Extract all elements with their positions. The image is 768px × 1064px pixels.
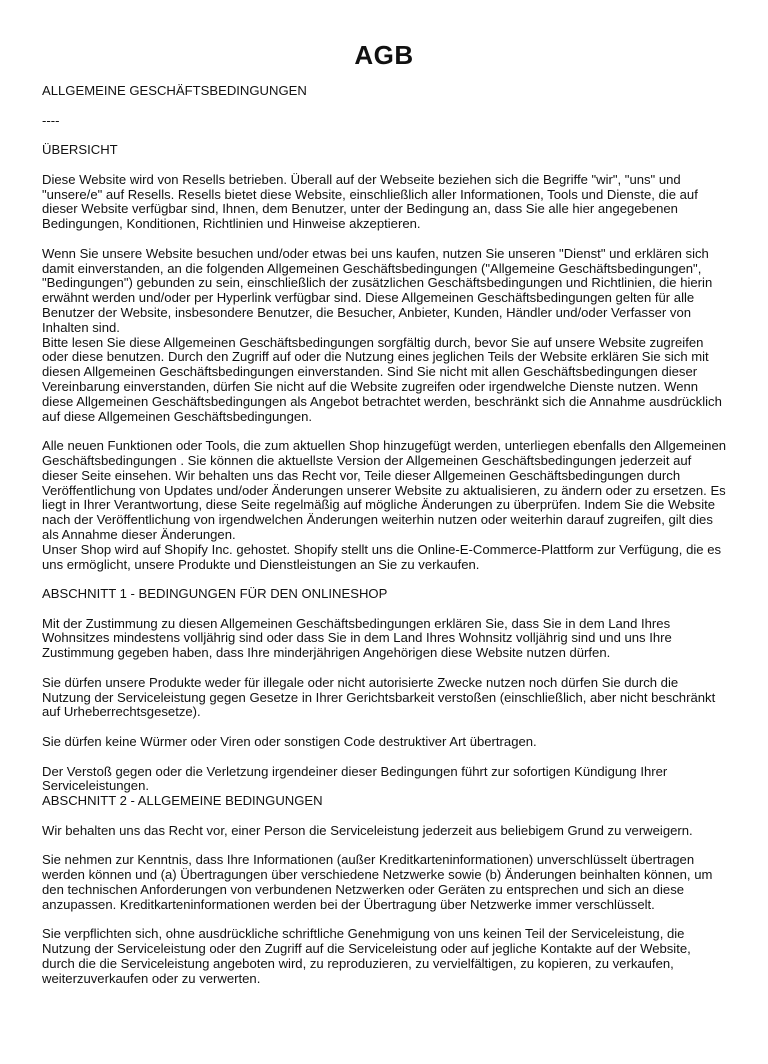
section-2-paragraph-1: Wir behalten uns das Recht vor, einer Person die Serviceleistung jederzeit aus beliebigem Grund zu verweigern.	[42, 822, 693, 838]
overview-paragraph-2: Wenn Sie unsere Website besuchen und/oder etwas bei uns kaufen, nutzen Sie unseren "Dienst" und erklären sich damit einverstanden, an die folgenden Allgemeinen Geschäftsbedingungen ("Allgemeine Geschäftsbedingungen", "Bedingungen") gebunden zu sein, einschließlich der zusätzlichen Geschäftsbedingungen und Richtlinien, die hierin erwähnt werden und/oder per Hyperlink verfügbar sind. Diese Allgemeinen Geschäftsbedingungen gelten für alle Benutzer der Website, insbesondere Benutzer, die Besucher, Anbieter, Kunden, Händler und/oder Verfasser von Inhalten sind.	[42, 245, 713, 335]
overview-paragraph-5: Unser Shop wird auf Shopify Inc. gehostet. Shopify stellt uns die Online-E-Commerce-Plattform zur Verfügung, die es uns ermöglicht, unsere Produkte und Dienstleistungen an Sie zu verkaufen.	[42, 541, 722, 572]
section-1-paragraph-3: Sie dürfen keine Würmer oder Viren oder sonstigen Code destruktiver Art übertragen.	[42, 734, 537, 750]
section-2-paragraph-2: Sie nehmen zur Kenntnis, dass Ihre Informationen (außer Kreditkarteninformationen) unverschlüsselt übertragen werden können und (a) Übertragungen über verschiedene Netzwerke sowie (b) Änderungen beinhalten können, um den technischen Anforderungen von verbundenen Netzwerken oder Geräten zu entsprechen und sich an diese anzupassen. Kreditkarteninformationen werden bei der Übertragung über Netzwerke immer verschlüsselt.	[42, 852, 713, 912]
section-2-paragraph-3: Sie verpflichten sich, ohne ausdrückliche schriftliche Genehmigung von uns keinen Teil der Serviceleistung, die Nutzung der Serviceleistung oder den Zugriff auf die Serviceleistung oder auf jegliche Kontakte auf der Website, durch die die Serviceleistung angeboten wird, zu reproduzieren, zu vervielfältigen, zu kopieren, zu verkaufen, weiterzuverkaufen oder zu verwerten.	[42, 926, 691, 986]
overview-paragraph-1: Diese Website wird von Resells betrieben. Überall auf der Webseite beziehen sich die Begriffe "wir", "uns" und "unsere/e" auf Resells. Resells bietet diese Website, einschließlich aller Informationen, Tools und Dienste, die auf dieser Website verfügbar sind, Ihnen, dem Benutzer, unter der Bedingung an, dass Sie alle hier angegebenen Bedingungen, Konditionen, Richtlinien und Hinweise akzeptieren.	[42, 171, 698, 232]
section-1-paragraph-4: Der Verstoß gegen oder die Verletzung irgendeiner dieser Bedingungen führt zur sofortigen Kündigung Ihrer Serviceleistungen.	[42, 763, 668, 794]
heading-general-terms: ALLGEMEINE GESCHÄFTSBEDINGUNGEN	[42, 83, 307, 98]
heading-section-2: ABSCHNITT 2 - ALLGEMEINE BEDINGUNGEN	[42, 793, 323, 809]
section-1-paragraph-2: Sie dürfen unsere Produkte weder für illegale oder nicht autorisierte Zwecke nutzen noch dürfen Sie durch die Nutzung der Serviceleistung gegen Gesetze in Ihrer Gerichtsbarkeit verstoßen (einschließlich, aber nicht beschränkt auf Urheberrechtsgesetze).	[42, 674, 716, 720]
heading-section-1: ABSCHNITT 1 - BEDINGUNGEN FÜR DEN ONLINESHOP	[42, 586, 388, 602]
document-page	[0, 40, 768, 1064]
section-1-paragraph-1: Mit der Zustimmung zu diesen Allgemeinen Geschäftsbedingungen erklären Sie, dass Sie in dem Land Ihres Wohnsitzes mindestens volljährig sind oder dass Sie in dem Land Ihres Wohnsitz volljährig sind und uns Ihre Zustimmung gegeben haben, dass Ihre minderjährigen Angehörigen diese Website nutzen dürfen.	[42, 615, 672, 661]
page-title: AGB	[354, 40, 414, 70]
document-body	[42, 84, 726, 987]
heading-overview: ÜBERSICHT	[42, 142, 118, 158]
separator-text: ----	[42, 112, 60, 128]
overview-paragraph-3: Bitte lesen Sie diese Allgemeinen Geschäftsbedingungen sorgfältig durch, bevor Sie auf unsere Website zugreifen oder diese benutzen. Durch den Zugriff auf oder die Nutzung eines jeglichen Teils der Website erklären Sie sich mit diesen Allgemeinen Geschäftsbedingungen einverstanden. Sind Sie nicht mit allen Geschäftsbedingungen dieser Vereinbarung einverstanden, dürfen Sie nicht auf die Website zugreifen oder irgendwelche Dienste nutzen. Wenn diese Allgemeinen Geschäftsbedingungen als Angebot betrachtet werden, beschränkt sich die Annahme ausdrücklich auf diese Allgemeinen Geschäftsbedingungen.	[42, 334, 722, 424]
overview-paragraph-4: Alle neuen Funktionen oder Tools, die zum aktuellen Shop hinzugefügt werden, unterliegen ebenfalls den Allgemeinen Geschäftsbedingungen . Sie können die aktuellste Version der Allgemeinen Geschäftsbedingungen jederzeit auf dieser Seite einsehen. Wir behalten uns das Recht vor, Teile dieser Allgemeinen Geschäftsbedingungen durch Veröffentlichung von Updates und/oder Änderungen unserer Website zu aktualisieren, zu ändern oder zu ersetzen. Es liegt in Ihrer Verantwortung, diese Seite regelmäßig auf mögliche Änderungen zu überprüfen. Indem Sie die Website nach der Veröffentlichung von irgendwelchen Änderungen weiterhin nutzen oder weiterhin darauf zugreifen, gilt dies als Annahme dieser Änderungen.	[42, 438, 727, 542]
